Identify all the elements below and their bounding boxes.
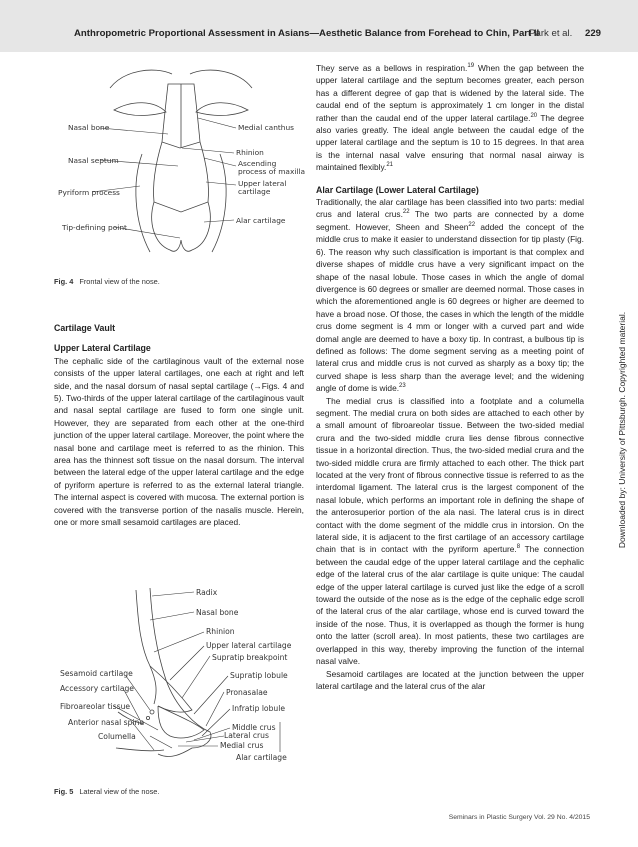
download-watermark (616, 190, 628, 670)
label-rhinion: Rhinion (236, 148, 264, 157)
section-heading-cartilage-vault: Cartilage Vault (54, 323, 116, 333)
sesamoid-dot-2 (146, 716, 149, 719)
p1-ref-1: 19 (467, 63, 475, 70)
leader-columella (150, 736, 172, 748)
leader-supratip-breakpoint (182, 656, 210, 698)
paragraph-bellows (316, 62, 584, 174)
anterior-nasal-spine-shape (116, 748, 164, 751)
watermark-text: Downloaded by: University of Pittsburgh. Copyrighted material. (617, 311, 627, 549)
right-brow-outline (190, 70, 252, 88)
label-columella: Columella (98, 732, 136, 741)
figure-5-illustration (54, 580, 306, 780)
label-accessory-cartilage: Accessory cartilage (60, 684, 134, 693)
leader-alar-cartilage (204, 220, 234, 222)
p1-ref-3: 21 (386, 162, 394, 169)
left-brow-outline (110, 70, 172, 88)
figure-4-caption-text: Frontal view of the nose. (79, 277, 160, 286)
label-middle-crus: Middle crus (232, 723, 276, 732)
label-ulc-line2: cartilage (238, 187, 271, 196)
label-alar-cartilage: Alar cartilage (236, 216, 286, 225)
label-ulc-line1: Upper lateral (238, 179, 287, 188)
running-authors: Park et al. (529, 28, 573, 39)
left-eye-outline (114, 103, 166, 116)
label-tip-defining-point: Tip-defining point (62, 223, 127, 232)
label-sesamoid-cartilage: Sesamoid cartilage (60, 669, 133, 678)
running-title: Anthropometric Proportional Assessment in Asians—Aesthetic Balance from Forehead to Chin, Part II (74, 28, 540, 39)
p2-ref-2: 22 (468, 222, 476, 229)
p3-ref-1: 8 (516, 544, 521, 551)
p2-ref-1: 22 (402, 209, 410, 216)
leader-nasal-bone-lateral (150, 612, 194, 620)
figure-4 (54, 62, 306, 270)
figure-5-caption-text: Lateral view of the nose. (79, 787, 160, 796)
label-infratip-lobule: Infratip lobule (232, 704, 285, 713)
p2-text-2: The two parts are connected by a dome segment. However, Sheen and Sheen (316, 209, 584, 232)
leader-nasal-bone (100, 128, 168, 134)
label-upper-lateral-cartilage (238, 179, 289, 196)
figure-5 (54, 580, 306, 780)
label-rhinion-lateral: Rhinion (206, 627, 235, 636)
label-supratip-breakpoint: Supratip breakpoint (212, 653, 288, 662)
p1-text-1: They serve as a bellows in respiration. (316, 63, 468, 73)
leader-ulc-lateral (170, 646, 204, 680)
nasal-bone-shape (136, 590, 156, 704)
label-ulc-lateral: Upper lateral cartilage (206, 641, 292, 650)
label-pronasalae: Pronasalae (226, 688, 268, 697)
label-lateral-crus: Lateral crus (224, 731, 269, 740)
upper-lateral-cartilage-shape (153, 142, 208, 212)
figure-4-illustration (54, 62, 306, 270)
header-right (529, 28, 601, 39)
label-supratip-lobule: Supratip lobule (230, 671, 288, 680)
leader-ascending-process (204, 158, 236, 166)
leader-medial-canthus (198, 118, 236, 128)
leader-supratip-lobule (194, 676, 228, 714)
leader-pronasalae (206, 692, 224, 726)
leader-rhinion (182, 148, 234, 153)
label-radix: Radix (196, 588, 218, 597)
p1-text-2: When the gap between the upper lateral cartilage and the septum becomes greater, each person has a different degree of gap that is widened by the lateral side. The caudal end of the septum is approximately 1 cm longer in the distal rather than the caudal end of the upper lateral cartilage. (316, 63, 584, 123)
figure-4-caption-label: Fig. 4 (54, 277, 74, 286)
subheading-upper-lateral-cartilage: Upper Lateral Cartilage (54, 343, 151, 354)
paragraph-alar-cartilage (316, 196, 584, 395)
paragraph-sesamoid: Sesamoid cartilages are located at the junction between the upper lateral cartilage and the lateral crus of the alar (316, 668, 584, 691)
label-ascending-line1: Ascending (238, 159, 277, 168)
label-nasal-septum: Nasal septum (68, 156, 119, 165)
p2-text-1: Traditionally, the alar cartilage has been classified into two parts: medial crus and lateral crus. (316, 197, 584, 220)
p2-text-3: added the concept of the middle crus to make it easier to understand dissection for tip plasty (Fig. 6). The reason why such classification is important is that complex and diverse shapes of middle crus have a very significant impact on the shape of the nasal lobule. Those cases in which the angle of domal divergence is 60 degrees or smaller are deemed normal. Those cases in which the aforementioned angle is 60 degrees or higher are deemed to have a broad nose. Of those, the cases in which the length of the middle crus dome segment is 4 mm or longer with a curved part and wide domal angle are deemed to have a boxy tip. In contrast, a bulbous tip is defined as follows: The dome segment serving as a meeting point of lateral crus and middle crus is not curved as sharply as a boxy tip; the curved shape is less sharp than the average level; and the widening angle of dome is wide. (316, 221, 584, 394)
subheading-alar-cartilage: Alar Cartilage (Lower Lateral Cartilage) (316, 184, 479, 195)
label-anterior-nasal-spine: Anterior nasal spine (68, 718, 145, 727)
label-medial-canthus: Medial canthus (238, 123, 294, 132)
right-pyriform (212, 154, 226, 252)
page-number: 229 (584, 28, 601, 39)
label-ascending-line2: process of maxilla (238, 167, 306, 176)
alar-cartilage-shape (152, 202, 211, 251)
leader-upper-lateral-cartilage (206, 182, 236, 185)
figure-5-caption (54, 787, 159, 796)
label-nasal-bone-lateral: Nasal bone (196, 608, 239, 617)
leader-rhinion-lateral (154, 632, 204, 652)
sesamoid-dot-1 (150, 710, 154, 714)
p1-ref-2: 20 (530, 112, 538, 119)
p3-text-1: The medial crus is classified into a footplate and a columella segment. The medial crura on both sides are attached to each other by a small amount of fibroareolar tissue. Between the two-sided medial crura and the two-sided middle crura lies dense fibrous connective tissue in a horizontal direction. Thus, the two-sided medial crura and the two-sided middle crura are firmly attached to each other. The thick part located at the very front of fibrous connective tissue is referred to as the interdomal ligament. The lateral crus is the largest component of the nasal lobule, which performs an important role in defining the shape of the anterosuperior portion of the ala nasi. The lateral crus is in direct contact with the dome segment of the middle crus in intorsion. On the lateral side, it is adjacent to the first cartilage of an accessory cartilage chain that is in contact with the pyriform aperture. (316, 395, 584, 555)
figure-4-caption (54, 277, 160, 286)
label-alar-cartilage-lateral: Alar cartilage (236, 753, 287, 762)
running-header (0, 0, 638, 52)
right-eye-outline (196, 103, 248, 116)
left-column (54, 322, 304, 529)
label-pyriform-process: Pyriform process (58, 188, 120, 197)
leader-lateral-crus (186, 736, 224, 742)
leader-radix (152, 592, 194, 596)
label-medial-crus: Medial crus (220, 741, 264, 750)
p1-text-3: The degree also varies greatly. The ideal angle between the caudal edge of the upper lateral cartilage and the septum is 10 to 15 degrees. In that area is the internal nasal valve ensuring that normal nasal airway is maintained flexibly. (316, 112, 584, 173)
p2-ref-3: 23 (399, 383, 406, 390)
label-nasal-bone: Nasal bone (68, 123, 110, 132)
right-column (316, 62, 584, 692)
left-pyriform (136, 154, 150, 252)
paragraph-medial-crus (316, 395, 584, 668)
paragraph-upper-lateral-cartilage: The cephalic side of the cartilaginous vault of the external nose consists of the upper lateral cartilages, one each at right and left side, and the nasal dorsum of nasal septal cartilage (→Figs. 4 and 5). Two-thirds of the upper lateral cartilage of the cartilaginous vault and nasal septal cartilage are fused to form one single unit. However, they are separated from each other at the one-third junction of the upper lateral cartilage. Moreover, the point where the nasal bone and cartilage meet is referred to as the rhinion. This area has the thinnest soft tissue on the nasal dorsum. The interval between the lateral edge of the upper lateral cartilage and the edge of pyriform aperture is referred to as the external lateral triangle. The internal aspect is covered with mucosa. The external portion is covered with the transverse portion of the nasalis muscle. Herein, one or more small sesamoid cartilages are placed. (54, 355, 304, 528)
journal-footer: Seminars in Plastic Surgery Vol. 29 No. 4/2015 (448, 814, 590, 821)
label-fibroareolar-tissue: Fibroareolar tissue (60, 702, 131, 711)
p3-text-2: The connection between the caudal edge of the upper lateral cartilage and the cephalic edge of the lateral crus of the alar cartilage is quite unique: The caudal edge of the upper lateral cartilage is curved just like the edge of a scroll toward the outside of the nose as is the edge of the cephalic edge scroll of the lateral crus of the alar cartilage, whose end is curved toward the inside of the nose. Thus, it is overlapped as though the former is hung onto the latter (scroll area). In most patients, these two cartilages are overlapped in this way, thereby improving the function of the internal nasal valve. (316, 544, 584, 667)
label-ascending-process (238, 159, 305, 176)
figure-5-caption-label: Fig. 5 (54, 787, 74, 796)
